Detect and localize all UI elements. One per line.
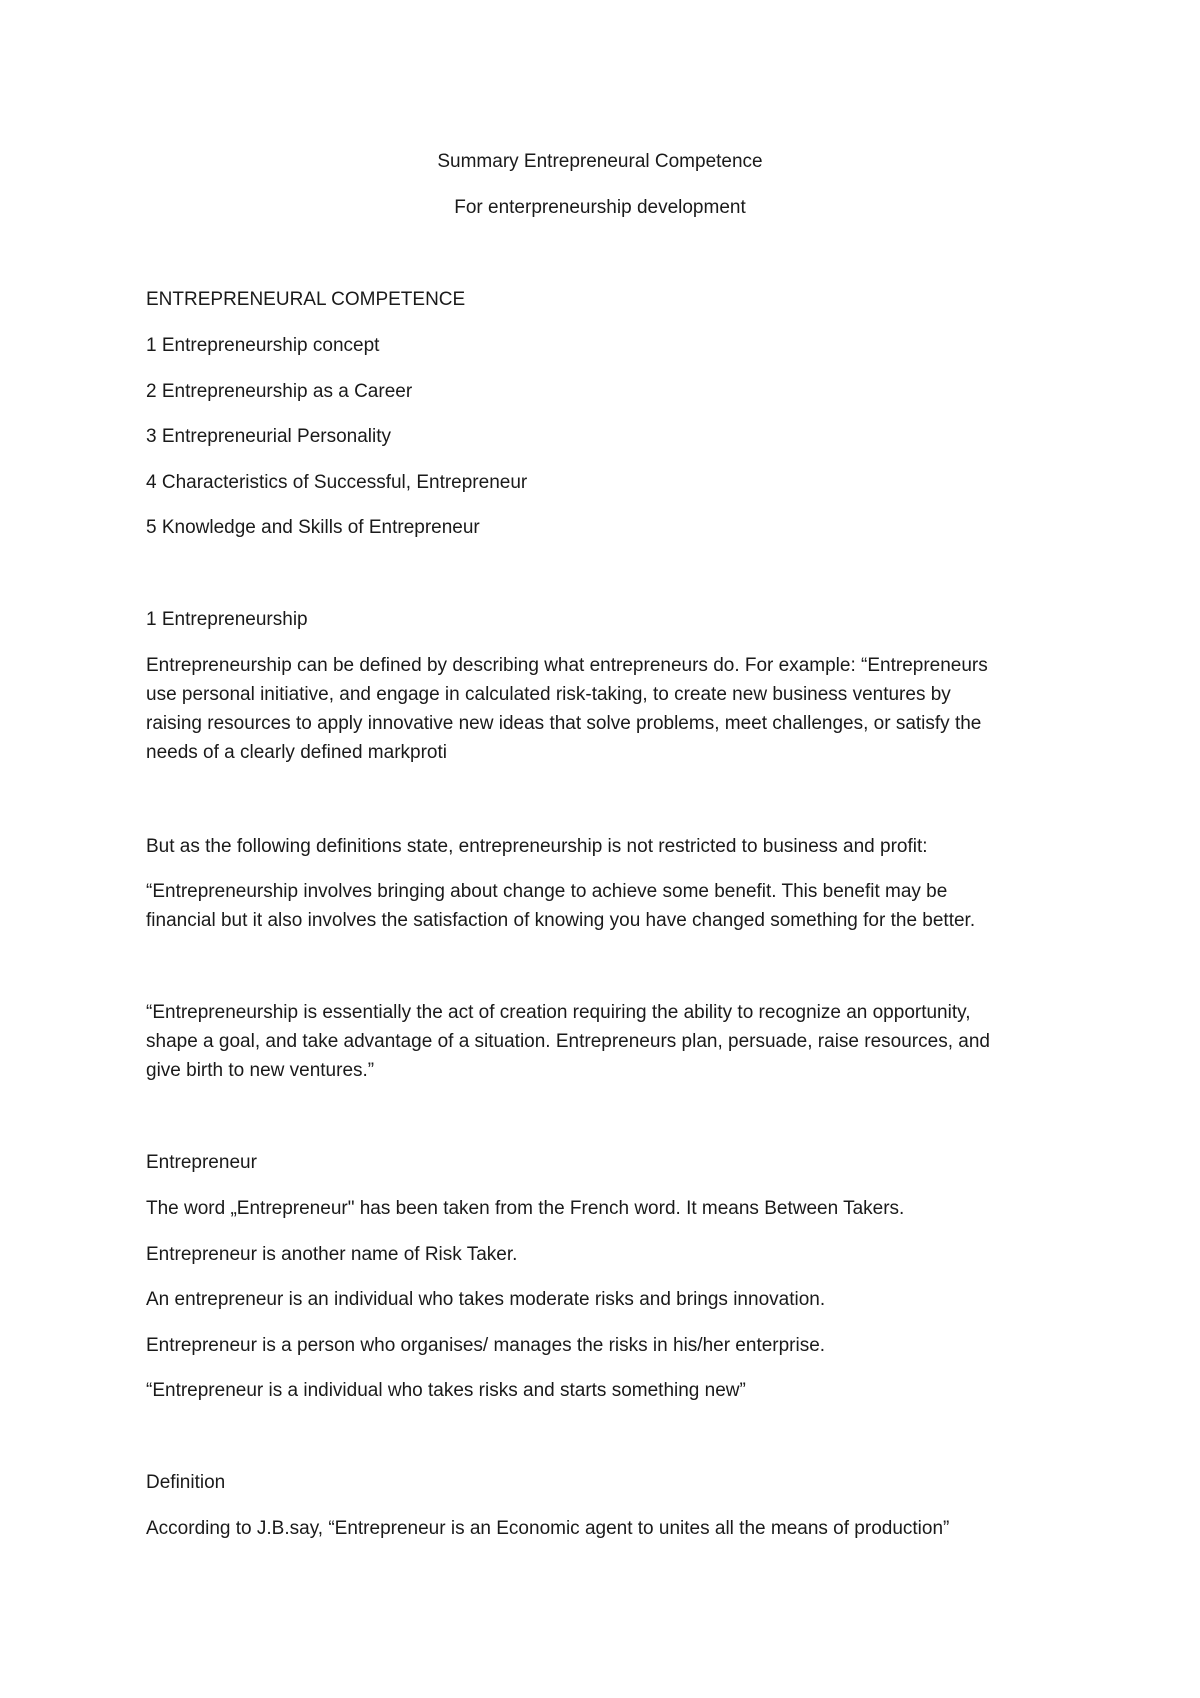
toc-item: 1 Entrepreneurship concept [146, 335, 380, 356]
entrepreneur-line: Entrepreneur is a person who organises/ manages the risks in his/her enterprise. [146, 1335, 826, 1356]
entrepreneurship-paragraph [146, 651, 1076, 767]
definition-heading: Definition [146, 1472, 226, 1493]
section-1-heading: 1 Entrepreneurship [146, 609, 308, 630]
quote-2 [146, 998, 1076, 1085]
toc-item: 2 Entrepreneurship as a Career [146, 381, 413, 402]
paragraph-line: shape a goal, and take advantage of a situation. Entrepreneurs plan, persuade, raise resources, and [146, 1031, 990, 1052]
toc-item: 3 Entrepreneurial Personality [146, 426, 392, 447]
paragraph-line: “Entrepreneurship involves bringing about change to achieve some benefit. This benefit may be [146, 881, 948, 902]
entrepreneur-line: “Entrepreneur is a individual who takes risks and starts something new” [146, 1380, 746, 1401]
quote-1 [146, 877, 1076, 935]
document-subtitle: For enterpreneurship development [454, 197, 746, 218]
definition-line: According to J.B.say, “Entrepreneur is an Economic agent to unites all the means of production” [146, 1518, 950, 1539]
toc-item: 4 Characteristics of Successful, Entrepreneur [146, 472, 528, 493]
paragraph-line: give birth to new ventures.” [146, 1060, 375, 1081]
toc-item: 5 Knowledge and Skills of Entrepreneur [146, 517, 480, 538]
paragraph-line: “Entrepreneurship is essentially the act of creation requiring the ability to recognize an opportunity, [146, 1002, 971, 1023]
definitions-intro: But as the following definitions state, entrepreneurship is not restricted to business and profit: [146, 836, 928, 857]
entrepreneur-line: An entrepreneur is an individual who takes moderate risks and brings innovation. [146, 1289, 826, 1310]
paragraph-line: Entrepreneurship can be defined by describing what entrepreneurs do. For example: “Entrepreneurs [146, 655, 988, 676]
entrepreneur-heading: Entrepreneur [146, 1152, 257, 1173]
document-title: Summary Entrepreneural Competence [437, 151, 763, 172]
paragraph-line: use personal initiative, and engage in calculated risk-taking, to create new business ventures by [146, 684, 951, 705]
entrepreneur-line: The word „Entrepreneur" has been taken from the French word. It means Between Takers. [146, 1198, 905, 1219]
paragraph-line: raising resources to apply innovative new ideas that solve problems, meet challenges, or satisfy the [146, 713, 982, 734]
paragraph-line: needs of a clearly defined markproti [146, 742, 447, 763]
paragraph-line: financial but it also involves the satisfaction of knowing you have changed something for the better. [146, 910, 976, 931]
section-heading: ENTREPRENEURAL COMPETENCE [146, 289, 466, 310]
entrepreneur-line: Entrepreneur is another name of Risk Taker. [146, 1244, 518, 1265]
